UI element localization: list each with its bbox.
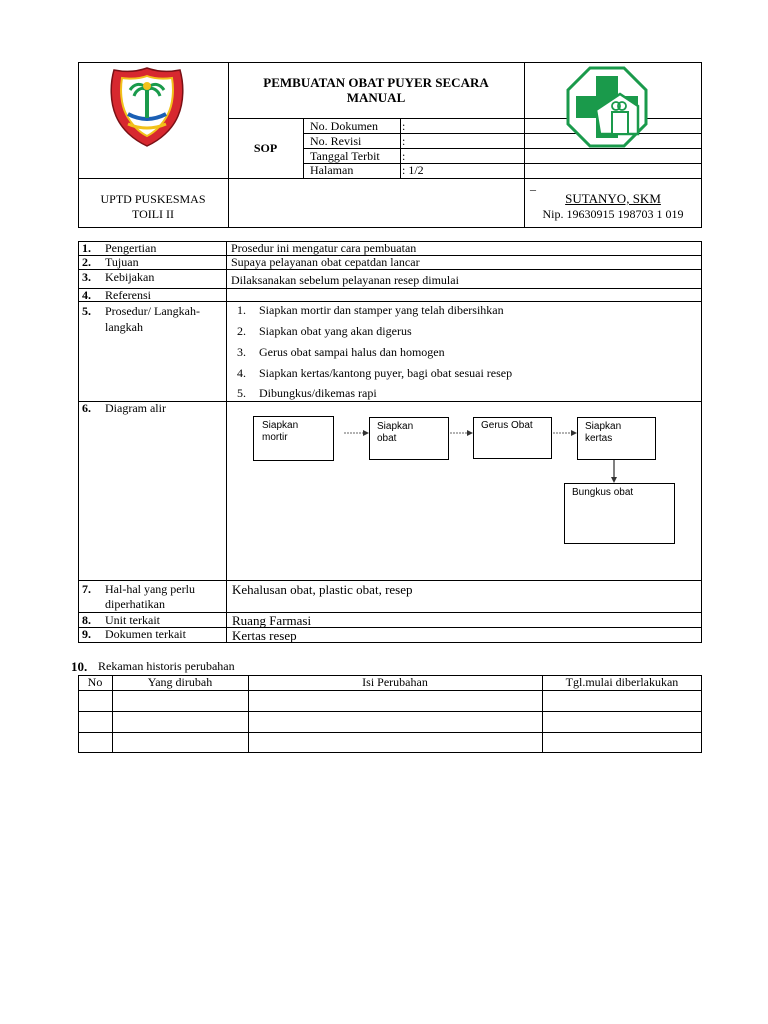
procedure-label-line2: langkah bbox=[105, 320, 143, 334]
flow-arrows bbox=[330, 425, 630, 490]
puskesmas-cross-logo-icon bbox=[566, 66, 648, 148]
signer-nip: Nip. 19630915 198703 1 019 bbox=[542, 207, 684, 221]
row-label: Pengertian bbox=[105, 241, 157, 255]
row-label-line2: diperhatikan bbox=[105, 597, 165, 611]
signature-mark: – bbox=[530, 182, 536, 196]
step-text: Siapkan obat yang akan digerus bbox=[259, 324, 412, 338]
history-col-no: No bbox=[87, 675, 103, 689]
step-text: Gerus obat sampai halus dan homogen bbox=[259, 345, 445, 359]
meta-label-tanggal-terbit: Tanggal Terbit bbox=[310, 149, 380, 163]
org-name-line1: UPTD PUSKESMAS bbox=[100, 192, 206, 206]
row-label: Kebijakan bbox=[105, 270, 155, 284]
history-title: Rekaman historis perubahan bbox=[98, 659, 235, 673]
row-number: 8. bbox=[82, 613, 91, 627]
row-label-line1: Hal-hal yang perlu bbox=[105, 582, 195, 596]
step-number: 3. bbox=[237, 345, 246, 359]
step-text: Siapkan kertas/kantong puyer, bagi obat sesuai resep bbox=[259, 366, 513, 380]
row-value: Prosedur ini mengatur cara pembuatan bbox=[231, 241, 417, 255]
meta-value-no-dokumen: : bbox=[402, 119, 406, 133]
step-number: 5. bbox=[237, 386, 246, 400]
row-number: 2. bbox=[82, 255, 91, 269]
history-number: 10. bbox=[71, 659, 88, 674]
step-text: Siapkan mortir dan stamper yang telah dibersihkan bbox=[259, 303, 504, 317]
history-col-tgl-mulai: Tgl.mulai diberlakukan bbox=[565, 675, 679, 689]
flow-box-label: Gerus Obat bbox=[481, 420, 533, 431]
row-value: Kehalusan obat, plastic obat, resep bbox=[232, 582, 413, 597]
step-text: Dibungkus/dikemas rapi bbox=[259, 386, 377, 400]
history-col-isi-perubahan: Isi Perubahan bbox=[362, 675, 428, 689]
row-number: 7. bbox=[82, 582, 91, 596]
flow-box-label: Siapkan kertas bbox=[585, 421, 622, 444]
row-value: Supaya pelayanan obat cepatdan lancar bbox=[231, 255, 420, 269]
step-number: 2. bbox=[237, 324, 246, 338]
meta-label-no-dokumen: No. Dokumen bbox=[310, 119, 378, 133]
flow-box-label: Siapkan obat bbox=[377, 421, 414, 444]
flow-box-label: Siapkan mortir bbox=[262, 420, 299, 443]
flow-box-label: Bungkus obat bbox=[572, 487, 634, 498]
meta-label-halaman: Halaman bbox=[310, 163, 354, 177]
row-label: Referensi bbox=[105, 288, 151, 302]
org-name-line2: TOILI II bbox=[131, 207, 175, 221]
sop-label: SOP bbox=[253, 141, 278, 155]
meta-value-tanggal-terbit: : bbox=[402, 149, 406, 163]
procedure-label-line1: Prosedur/ Langkah- bbox=[105, 304, 200, 318]
row-number: 4. bbox=[82, 288, 91, 302]
meta-label-no-revisi: No. Revisi bbox=[310, 134, 362, 148]
row-value: Ruang Farmasi bbox=[232, 613, 312, 628]
meta-value-no-revisi: : bbox=[402, 134, 406, 148]
row-number: 1. bbox=[82, 241, 91, 255]
row-label: Unit terkait bbox=[105, 613, 160, 627]
row-value: Dilaksanakan sebelum pelayanan resep dimulai bbox=[231, 273, 459, 287]
row-number: 6. bbox=[82, 401, 91, 415]
regency-shield-logo-icon bbox=[106, 66, 188, 148]
row-number: 5. bbox=[82, 304, 91, 318]
signer-name: SUTANYO, SKM bbox=[565, 191, 661, 206]
row-value: Kertas resep bbox=[232, 628, 297, 643]
meta-value-halaman: : 1/2 bbox=[402, 163, 424, 177]
row-label: Dokumen terkait bbox=[105, 627, 186, 641]
step-number: 1. bbox=[237, 303, 246, 317]
document-title-line1: PEMBUATAN OBAT PUYER SECARA bbox=[263, 75, 489, 90]
row-label: Tujuan bbox=[105, 255, 139, 269]
row-label: Diagram alir bbox=[105, 401, 166, 415]
row-number: 3. bbox=[82, 270, 91, 284]
row-number: 9. bbox=[82, 627, 91, 641]
document-title-line2: MANUAL bbox=[346, 90, 406, 105]
history-col-yang-dirubah: Yang dirubah bbox=[147, 675, 213, 689]
step-number: 4. bbox=[237, 366, 246, 380]
